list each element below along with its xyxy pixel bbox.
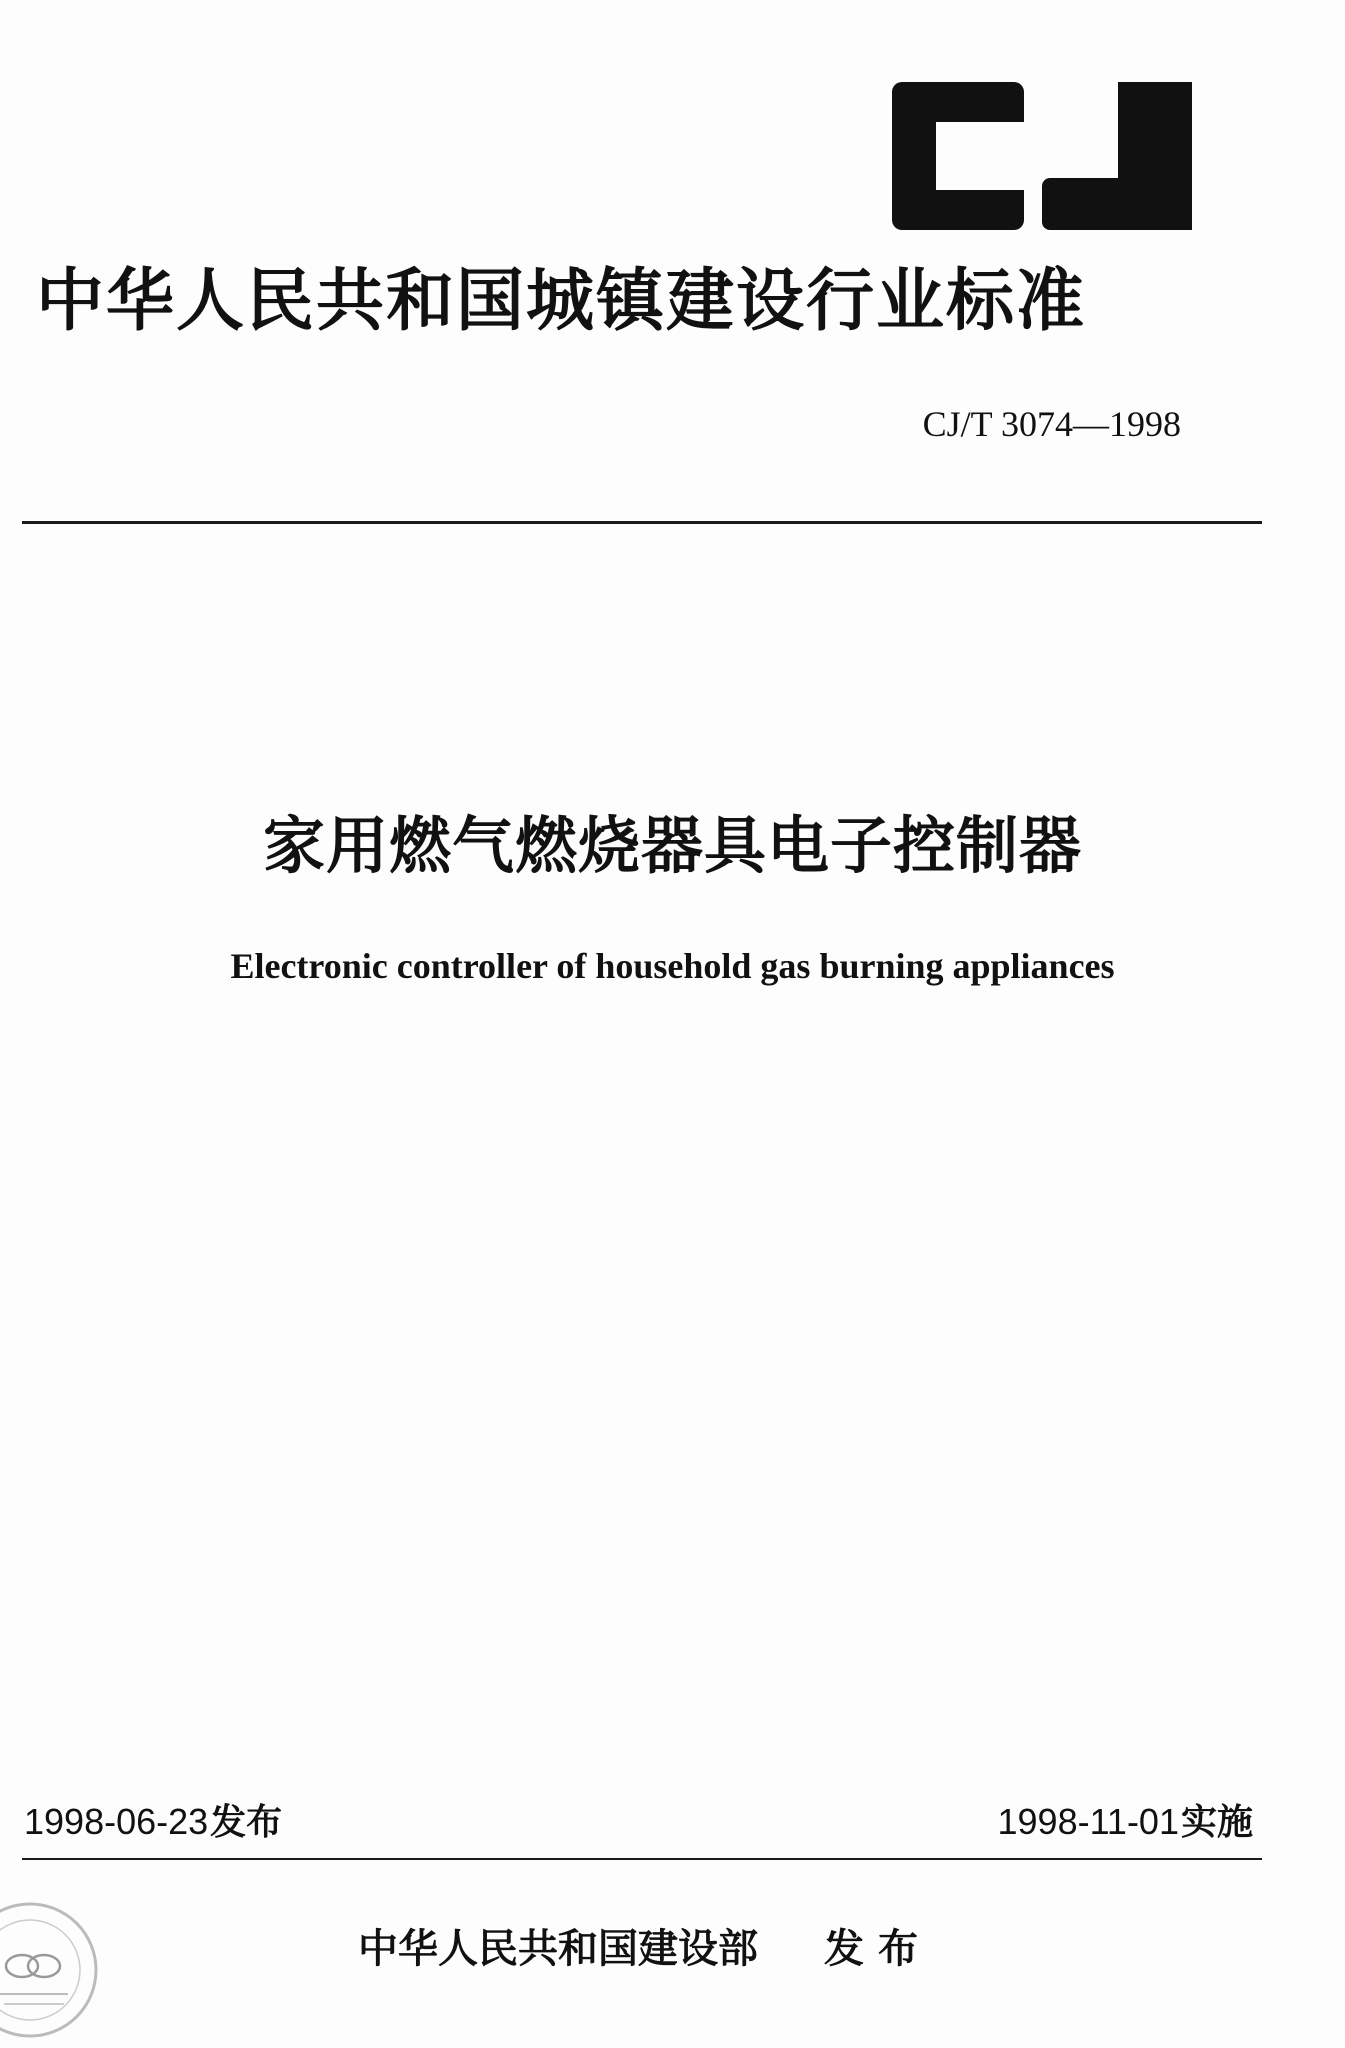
issue-date: 1998-06-23	[24, 1801, 209, 1842]
cj-logo	[892, 82, 1192, 230]
bottom-divider	[22, 1858, 1262, 1860]
document-title-chinese: 家用燃气燃烧器具电子控制器	[262, 809, 1082, 882]
document-title-english: Electronic controller of household gas burning appliances	[230, 946, 1115, 986]
publisher-line	[358, 1924, 932, 1974]
anti-counterfeit-seal-icon	[0, 1900, 100, 2040]
publisher-action: 发布	[824, 1926, 932, 1972]
implement-date-line	[998, 1800, 1254, 1845]
implement-suffix: 实施	[1180, 1802, 1253, 1843]
org-title: 中华人民共和国城镇建设行业标准	[36, 262, 1087, 341]
issue-suffix: 发布	[210, 1802, 283, 1843]
issue-date-line	[24, 1800, 282, 1845]
publisher-name: 中华人民共和国建设部	[358, 1926, 758, 1972]
standard-number: CJ/T 3074—1998	[922, 404, 1181, 444]
implement-date: 1998-11-01	[997, 1801, 1179, 1842]
top-divider	[22, 521, 1262, 524]
